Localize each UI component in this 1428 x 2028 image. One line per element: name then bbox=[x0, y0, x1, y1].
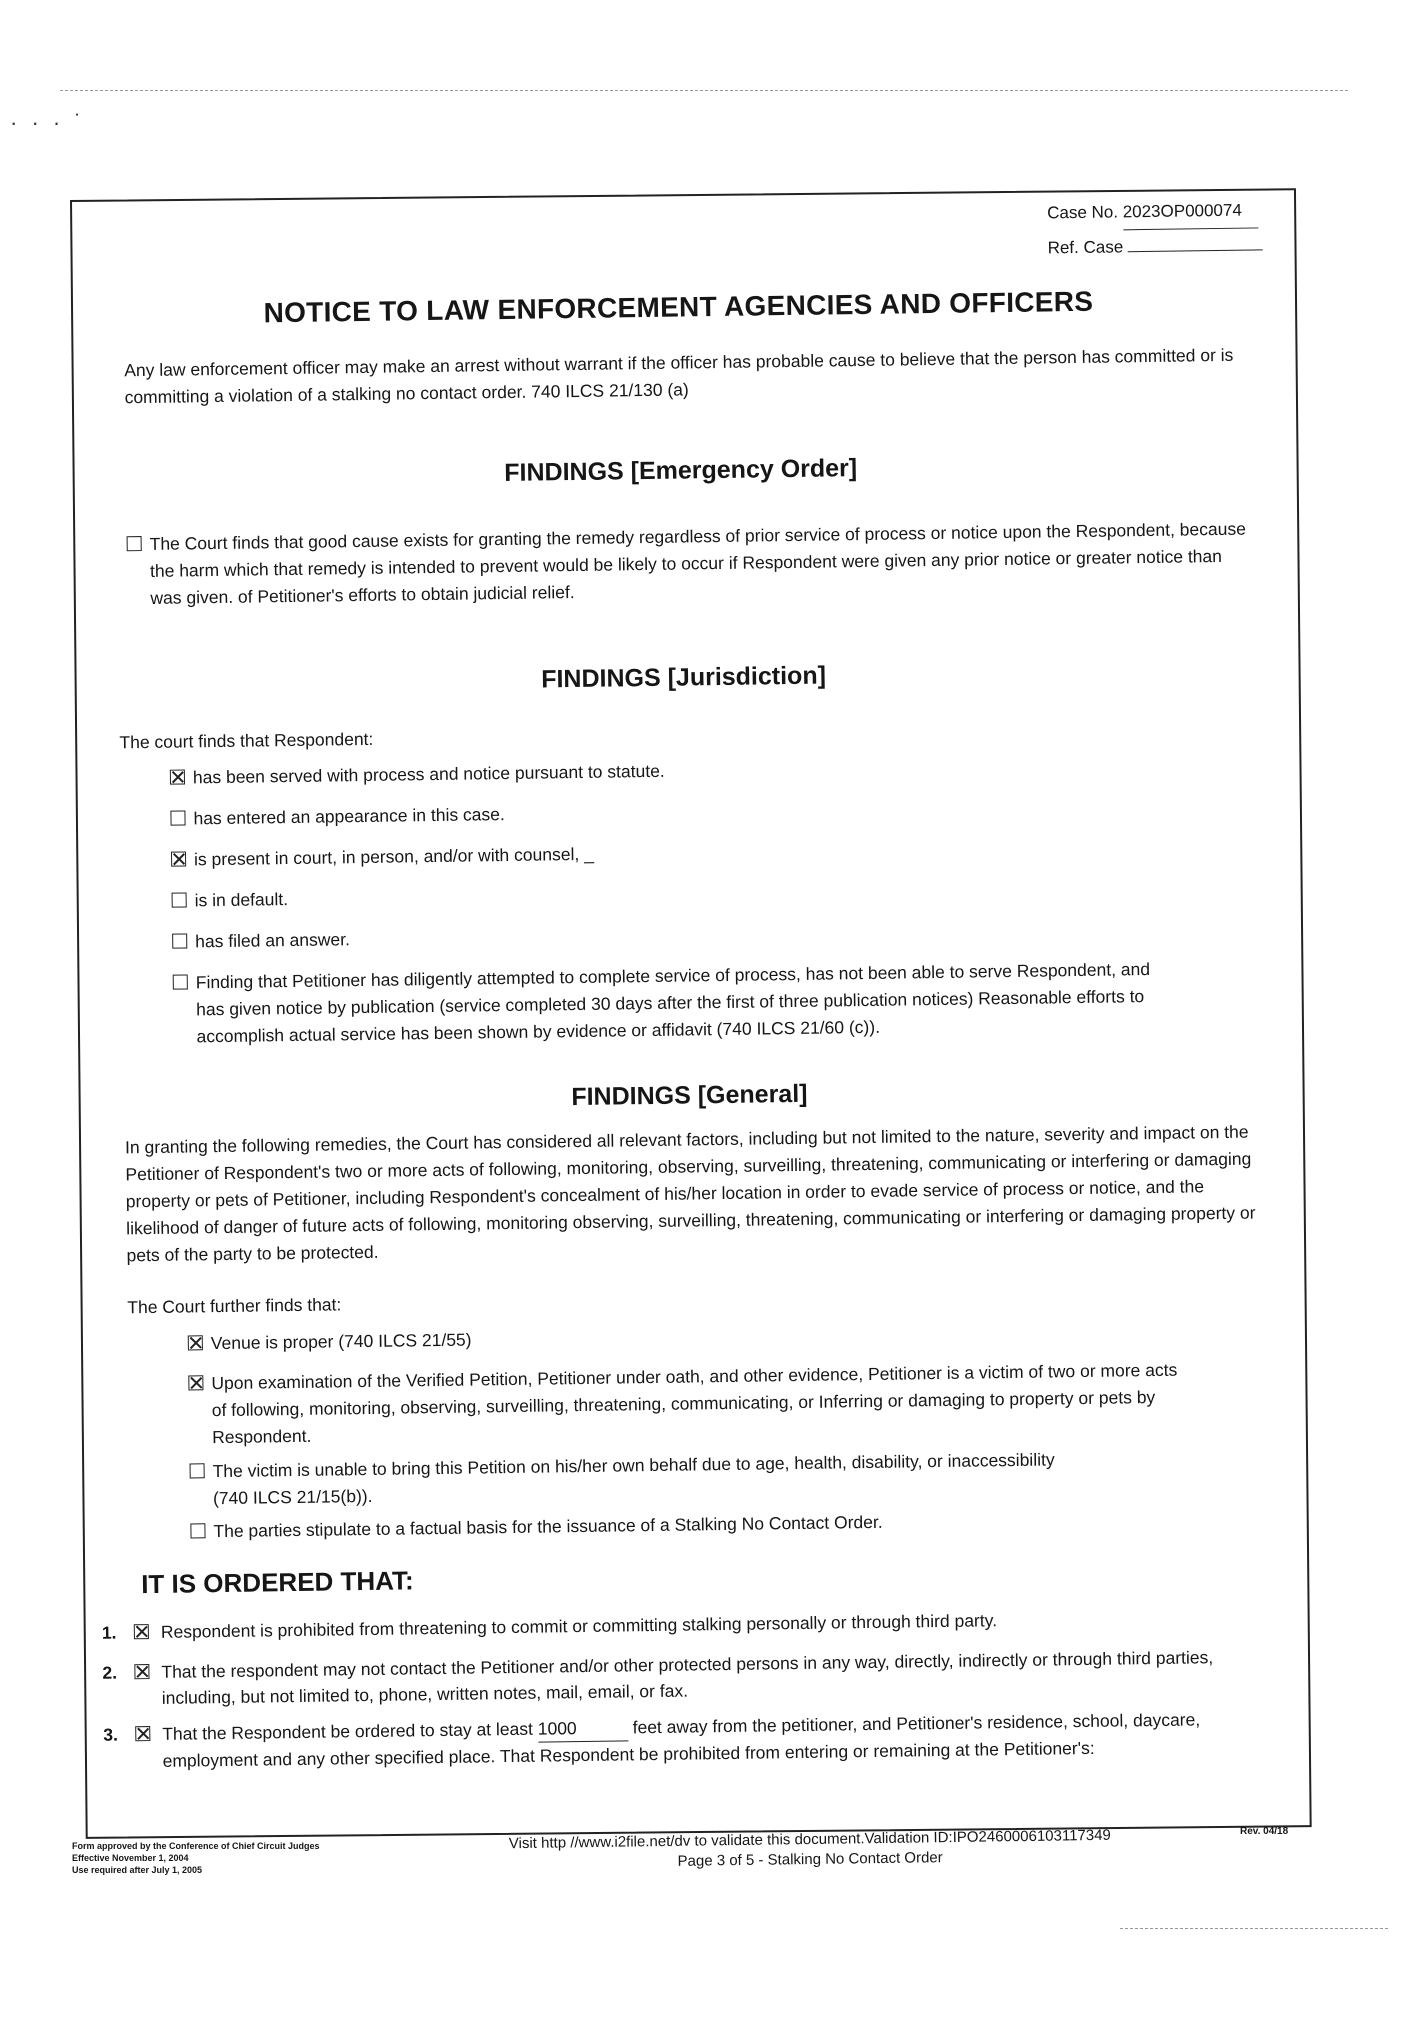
jurisdiction-checkbox[interactable] bbox=[173, 974, 188, 989]
general-heading: FINDINGS [General] bbox=[571, 1079, 808, 1112]
orders-heading: IT IS ORDERED THAT: bbox=[140, 1565, 414, 1600]
jurisdiction-checkbox[interactable] bbox=[171, 851, 186, 866]
order-number: 1. bbox=[101, 1622, 117, 1643]
scan-bottom-rule bbox=[1120, 1928, 1388, 1929]
general-further: The Court further finds that: bbox=[127, 1294, 342, 1318]
general-item bbox=[188, 1357, 1189, 1452]
form-approval-note bbox=[72, 1840, 320, 1876]
revision-label: Rev. 04/18 bbox=[1240, 1826, 1289, 1837]
notice-title: NOTICE TO LAW ENFORCEMENT AGENCIES AND OFFICERS bbox=[263, 285, 1094, 329]
notice-body: Any law enforcement officer may make an arrest without warrant if the officer has probable cause to believe that the person has committed or is committing a violation of a stalking no contact order. 740 ILCS 21/130 (a) bbox=[124, 344, 1234, 408]
order-text: That the respondent may not contact the Petitioner and/or other protected persons in any way, directly, indirectly or through third parties, including, but not limited to, phone, written notes, mail, email, or fax. bbox=[161, 1647, 1214, 1708]
jurisdiction-checkbox[interactable] bbox=[170, 810, 185, 825]
emergency-checkbox[interactable] bbox=[127, 536, 142, 551]
jurisdiction-intro: The court finds that Respondent: bbox=[119, 728, 374, 753]
jurisdiction-item-text: has filed an answer. bbox=[195, 929, 351, 952]
general-item-text: Upon examination of the Verified Petition, Petitioner under oath, and other evidence, Petitioner is a victim of two or more acts of following, monitoring, observing, surveilling, threatening, communicating, or Inferring or damaging to property or pets by Respondent. bbox=[211, 1359, 1178, 1448]
emergency-finding-text: The Court finds that good cause exists for granting the remedy regardless of prior service of process or notice upon the Respondent, because the harm which that remedy is intended to prevent would be likely to occur if Respondent were given any prior notice or greater notice than was given. of Petitioner's efforts to obtain judicial relief. bbox=[149, 518, 1247, 608]
order-checkbox[interactable] bbox=[134, 1624, 149, 1639]
order-text-after: feet away from the petitioner, and Petitioner's residence, school, daycare, employment and any other specified place. That Respondent be prohibited from entering or remaining at the Petitioner's: bbox=[162, 1709, 1201, 1771]
jurisdiction-item-text: is in default. bbox=[194, 889, 289, 911]
general-item-text: The parties stipulate to a factual basis for the issuance of a Stalking No Contact Order. bbox=[213, 1511, 883, 1542]
validation-line: Visit http //www.i2file.net/dv to validate this document.Validation ID:IPO2460006103117349 bbox=[508, 1826, 1111, 1853]
jurisdiction-checkbox[interactable] bbox=[172, 892, 187, 907]
order-number: 3. bbox=[103, 1724, 119, 1745]
order-checkbox[interactable] bbox=[134, 1664, 149, 1679]
ref-case-blank bbox=[1128, 231, 1263, 252]
page-number: Page 3 of 5 - Stalking No Contact Order bbox=[677, 1849, 943, 1870]
effective-line: Effective November 1, 2004 bbox=[72, 1853, 189, 1863]
jurisdiction-item-text: Finding that Petitioner has diligently attempted to complete service of process, has not been able to serve Respondent, and has given notice by publication (service completed 30 days after the first of three publication notices) Reasonable efforts to accomplish actual service has been shown by evidence or affidavit (740 ILCS 21/60 (c)). bbox=[195, 959, 1151, 1047]
approval-line: Form approved by the Conference of Chief Circuit Judges bbox=[72, 1841, 320, 1851]
general-checkbox[interactable] bbox=[188, 1375, 203, 1390]
footer-center bbox=[455, 1825, 1165, 1875]
distance-field[interactable]: 1000 bbox=[538, 1714, 628, 1742]
scan-top-rule bbox=[60, 90, 1348, 91]
order-number: 2. bbox=[102, 1662, 118, 1683]
jurisdiction-item-text: has entered an appearance in this case. bbox=[193, 804, 505, 829]
order-checkbox[interactable] bbox=[135, 1726, 150, 1741]
jurisdiction-item-text: has been served with process and notice pursuant to statute. bbox=[192, 760, 665, 788]
general-checkbox[interactable] bbox=[190, 1523, 205, 1538]
general-item-text: Venue is proper (740 ILCS 21/55) bbox=[210, 1329, 472, 1354]
general-item-text: The victim is unable to bring this Petition on his/her own behalf due to age, health, disability, or inaccessibility (740 ILCS 21/15(b)). bbox=[212, 1449, 1055, 1509]
general-checkbox[interactable] bbox=[188, 1335, 203, 1350]
emergency-heading: FINDINGS [Emergency Order] bbox=[504, 454, 858, 487]
case-no-value: 2023OP000074 bbox=[1123, 193, 1258, 230]
order-text: Respondent is prohibited from threatening to commit or committing stalking personally or through third party. bbox=[160, 1610, 998, 1642]
emergency-finding bbox=[126, 515, 1257, 612]
general-body: In granting the following remedies, the Court has considered all relevant factors, including but not limited to the nature, severity and impact on the Petitioner of Respondent's two or more acts of following, monitoring, observing, surveilling, threatening, communicating or interfering or damaging property or pets of Petitioner, including Respondent's concealment of his/her location in order to evade service of process or notice, and the likelihood of danger of future acts of following, monitoring observing, surveilling, threatening, communicating or interfering or damaging property or pets of the party to be protected. bbox=[124, 1121, 1256, 1266]
jurisdiction-item-text: is present in court, in person, and/or with counsel, _ bbox=[193, 843, 594, 870]
scan-noise: · · · ˙ bbox=[10, 110, 86, 135]
case-no-label: Case No. bbox=[1047, 202, 1119, 223]
jurisdiction-checkbox[interactable] bbox=[170, 769, 185, 784]
jurisdiction-heading: FINDINGS [Jurisdiction] bbox=[541, 661, 827, 694]
order-text-before: That the Respondent be ordered to stay at least bbox=[162, 1718, 534, 1744]
required-line: Use required after July 1, 2005 bbox=[72, 1865, 203, 1875]
jurisdiction-item bbox=[173, 956, 1184, 1051]
jurisdiction-checkbox[interactable] bbox=[172, 933, 187, 948]
ref-case-label: Ref. Case bbox=[1047, 237, 1124, 258]
case-info bbox=[1047, 193, 1273, 265]
general-checkbox[interactable] bbox=[190, 1463, 205, 1478]
